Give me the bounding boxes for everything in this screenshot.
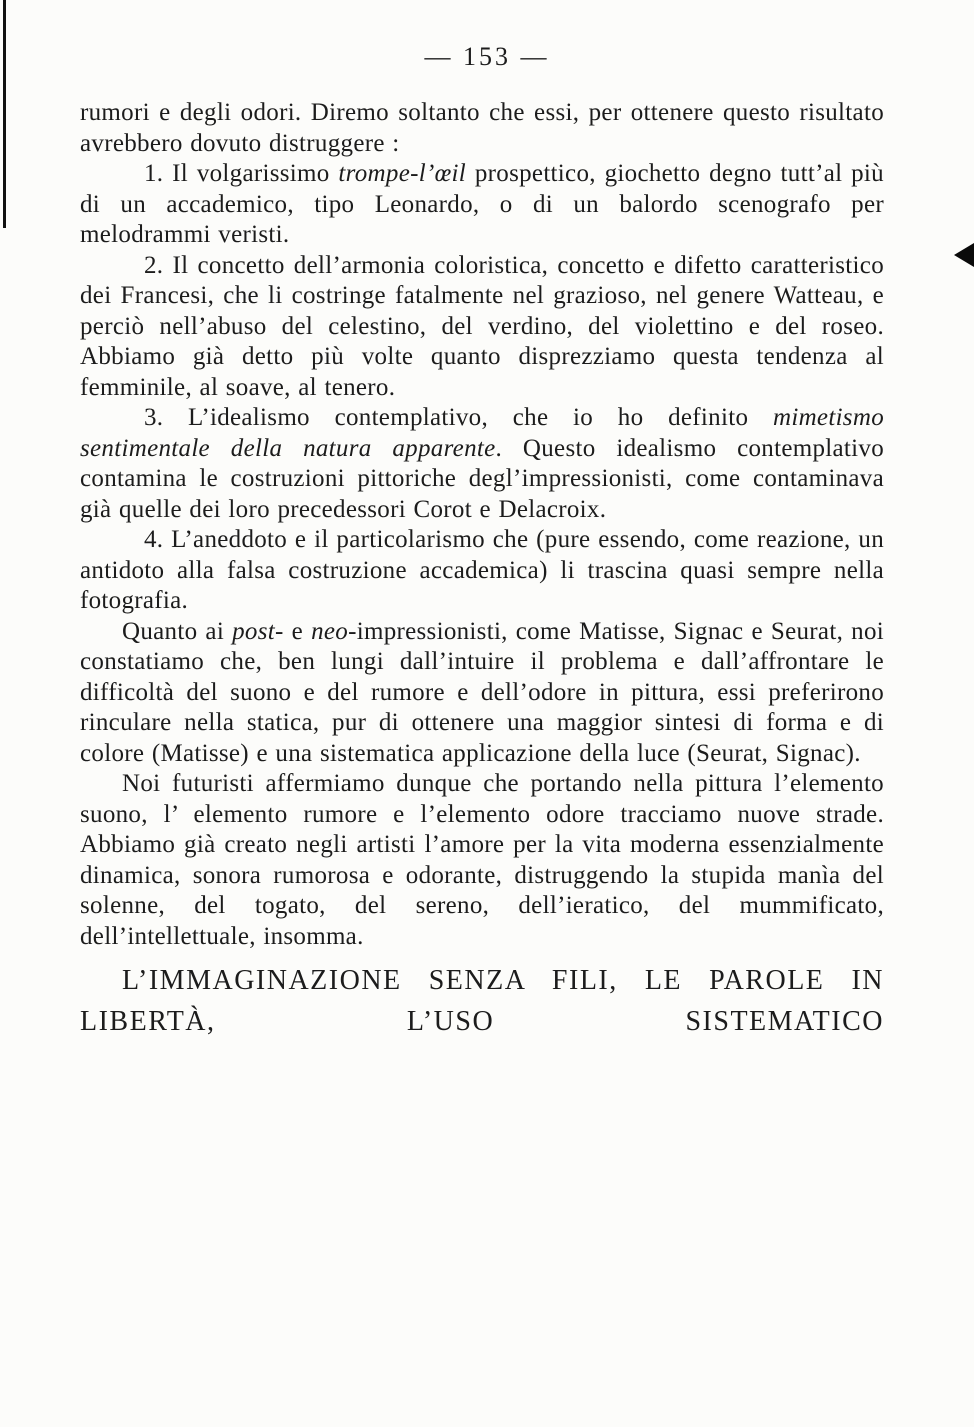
body-text: rumori e degli odori. Diremo soltanto che essi, per ottenere questo risultato avrebbero dovuto distruggere : <box>80 99 884 157</box>
body-text: 2. Il concetto dell’armonia coloristica, concetto e difetto caratteristico dei Francesi, che li costringe fatalmente nel grazioso, nel genere Watteau, e perciò nell’abuso del celestino, del verdino, del violettino e del roseo. Abbiamo già detto più volte quanto disprezziamo questa tendenza al femminile, al soave, al tenero. <box>80 251 884 401</box>
body-text: 4. L’aneddoto e il particolarismo che (pure essendo, come reazione, un antidoto alla falsa costruzione accademica) li trascina quasi sempre nella fotografia. <box>80 526 884 614</box>
body-text: 3. L’idealismo contemplativo, che io ho definito <box>144 404 773 431</box>
paragraph-6 <box>80 617 884 770</box>
scan-artifact-right-notch <box>954 243 974 267</box>
body-text: e <box>283 617 312 645</box>
italic-text: neo <box>311 617 349 645</box>
body-text: L’IMMAGINAZIONE SENZA FILI, LE PAROLE IN LIBERTÀ, L’USO SISTEMATICO <box>80 965 884 1037</box>
page-number: — 153 — <box>424 42 550 71</box>
body-text: Quanto ai <box>122 617 233 645</box>
body-text: -impressionisti, come Matisse, Signac e Seurat, noi constatiamo che, ben lungi dall’intuire il problema e dall’affrontare le difficoltà del suono e del rumore e dell’odore in pittura, essi preferirono rinculare nella statica, pur di ottenere una maggior sintesi di forma e di colore (Matisse) e una sistematica applicazione della luce (Seurat, Signac). <box>80 617 884 767</box>
body-text: . Questo idealismo contemplativo contamina le costruzioni pittoriche degl’impressionisti, come contaminava già quelle dei loro precedessori Corot e Delacroix. <box>80 434 884 523</box>
paragraph-8 <box>80 960 884 1042</box>
scan-artifact-left-edge <box>3 0 6 228</box>
paragraph-3 <box>80 251 884 404</box>
body-text: 1. Il volgarissimo <box>144 160 339 187</box>
paragraph-1 <box>80 98 884 159</box>
paragraph-7 <box>80 769 884 952</box>
italic-text: post- <box>232 617 284 645</box>
body-text: Noi futuristi affermiamo dunque che portando nella pittura l’elemento suono, l’ elemento rumore e l’elemento odore tracciamo nuove strade. Abbiamo già creato negli artisti l’amore per la vita moderna essenzialmente dinamica, sonora rumorosa e odorante, distruggendo la stupida manìa del solenne, del togato, del sereno, dell’ieratico, del mummificato, dell’intellettuale, insomma. <box>80 770 884 950</box>
paragraph-2 <box>80 159 884 251</box>
body-text: prospettico, giochetto degno tutt’al più di un accademico, tipo Leonardo, o di un balordo scenografo per melodrammi veristi. <box>80 160 884 248</box>
text-block <box>0 98 974 1042</box>
italic-text: mimetismo sentimentale della natura apparente <box>80 404 884 462</box>
paragraph-5 <box>80 525 884 617</box>
paragraph-4 <box>80 403 884 525</box>
italic-text: trompe-l’œil <box>338 160 467 187</box>
